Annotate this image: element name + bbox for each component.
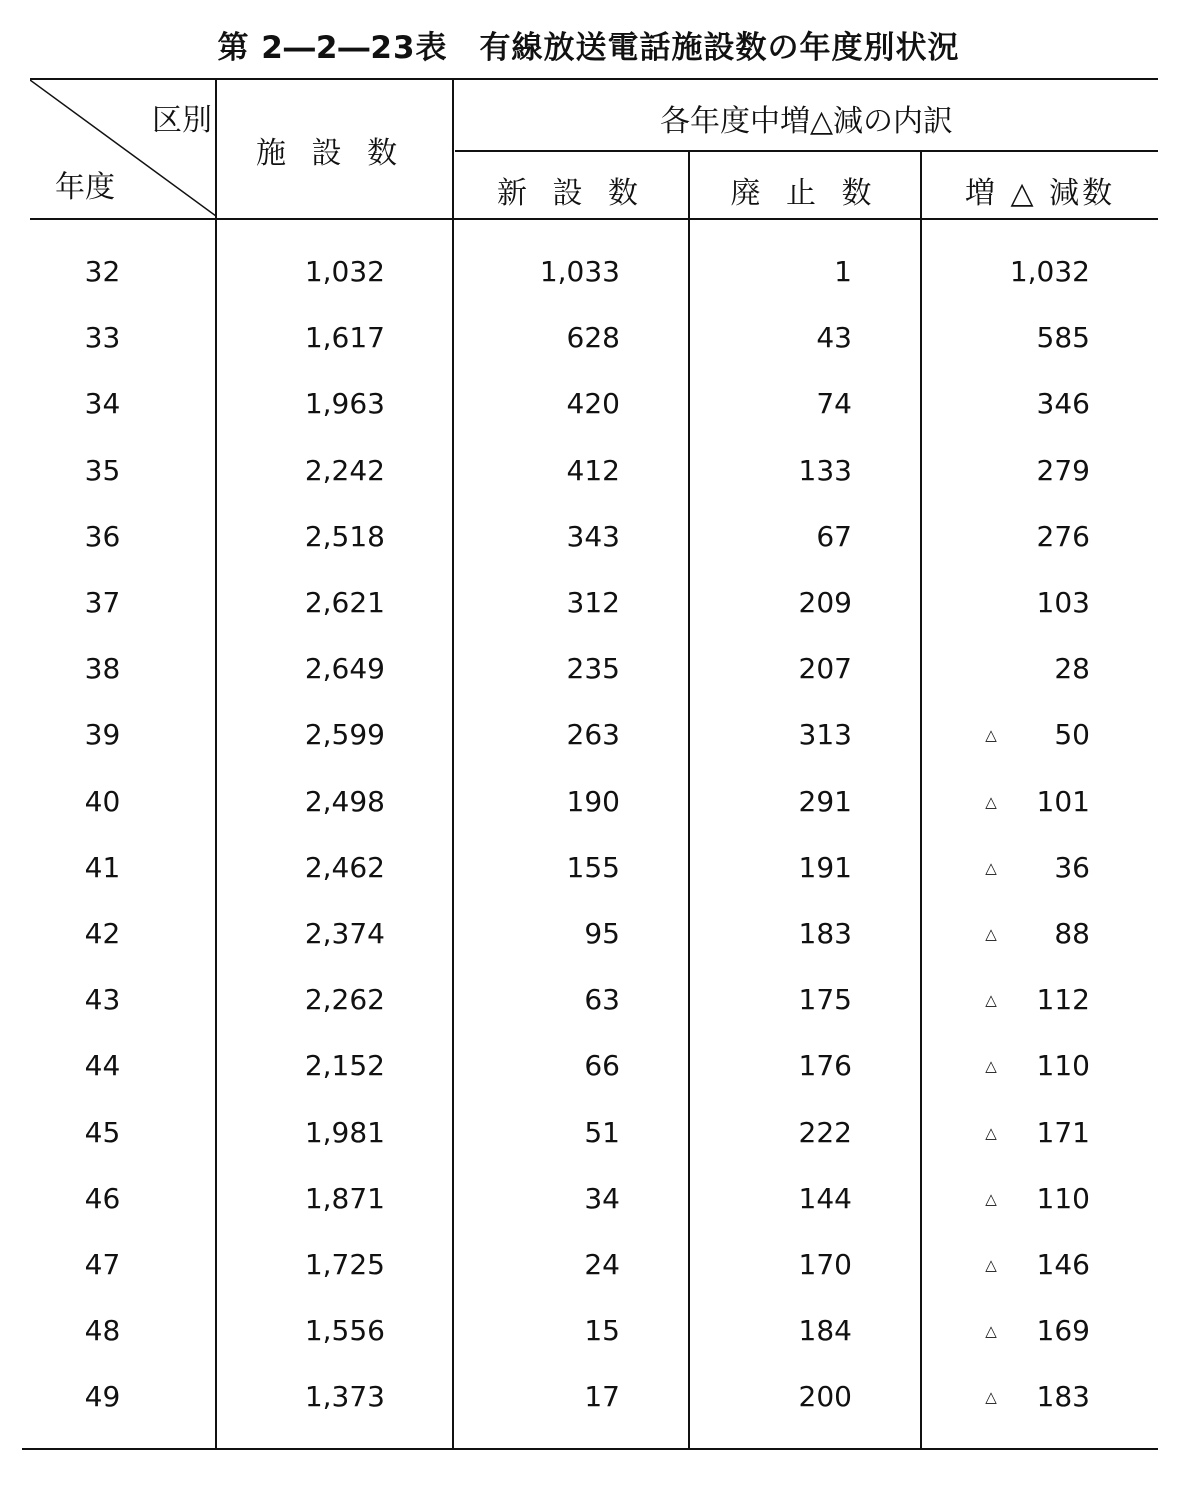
row-total: 1,725 xyxy=(304,1248,385,1281)
row-change: 103 xyxy=(1036,586,1090,619)
col-divider-1 xyxy=(215,80,217,1448)
row-abolished: 183 xyxy=(798,917,852,950)
row-new: 190 xyxy=(566,785,620,818)
row-decrease-mark: △ xyxy=(985,1388,997,1406)
row-abolished: 313 xyxy=(798,718,852,751)
row-year: 34 xyxy=(84,387,121,420)
row-new: 155 xyxy=(566,851,620,884)
row-year: 48 xyxy=(84,1314,121,1347)
row-decrease-mark xyxy=(976,384,1006,424)
row-change: 110 xyxy=(1036,1182,1090,1215)
row-abolished: 191 xyxy=(798,851,852,884)
row-decrease-mark: △ xyxy=(985,991,997,1009)
row-year: 43 xyxy=(84,983,121,1016)
row-new: 412 xyxy=(566,454,620,487)
row-abolished: 209 xyxy=(798,586,852,619)
row-change: 585 xyxy=(1036,321,1090,354)
group-rule xyxy=(455,150,1158,152)
row-abolished: 1 xyxy=(834,255,852,288)
row-year: 41 xyxy=(84,851,121,884)
row-decrease-mark: △ xyxy=(985,1322,997,1340)
row-total: 2,518 xyxy=(304,520,385,553)
row-new: 34 xyxy=(584,1182,620,1215)
row-change: 279 xyxy=(1036,454,1090,487)
row-year: 39 xyxy=(84,718,121,751)
header-shinsetsu: 新 設 数 xyxy=(496,176,647,211)
row-new: 1,033 xyxy=(539,255,620,288)
row-total: 1,556 xyxy=(304,1314,385,1347)
row-change: 28 xyxy=(1054,652,1090,685)
row-decrease-mark xyxy=(976,517,1006,557)
row-decrease-mark: △ xyxy=(985,859,997,877)
row-year: 33 xyxy=(84,321,121,354)
row-new: 95 xyxy=(584,917,620,950)
header-zogen: 増 △ 減数 xyxy=(964,176,1116,211)
row-year: 37 xyxy=(84,586,121,619)
row-change: 36 xyxy=(1054,851,1090,884)
row-abolished: 200 xyxy=(798,1380,852,1413)
row-abolished: 176 xyxy=(798,1049,852,1082)
row-decrease-mark xyxy=(976,649,1006,689)
row-decrease-mark: △ xyxy=(985,1256,997,1274)
row-new: 66 xyxy=(584,1049,620,1082)
row-total: 2,242 xyxy=(304,454,385,487)
table-title: 第 2―2―23表 有線放送電話施設数の年度別状況 xyxy=(217,30,960,66)
row-total: 2,262 xyxy=(304,983,385,1016)
header-bottom-rule xyxy=(30,218,1158,220)
row-decrease-mark xyxy=(976,252,1006,292)
row-change: 276 xyxy=(1036,520,1090,553)
row-total: 2,649 xyxy=(304,652,385,685)
header-shisetsu: 施 設 数 xyxy=(256,136,406,171)
row-total: 2,621 xyxy=(304,586,385,619)
row-abolished: 291 xyxy=(798,785,852,818)
header-group: 各年度中増△減の内訳 xyxy=(659,104,954,139)
row-decrease-mark: △ xyxy=(985,793,997,811)
row-new: 51 xyxy=(584,1116,620,1149)
row-abolished: 175 xyxy=(798,983,852,1016)
row-total: 1,963 xyxy=(304,387,385,420)
row-change: 1,032 xyxy=(1009,255,1090,288)
row-abolished: 67 xyxy=(816,520,852,553)
row-new: 17 xyxy=(584,1380,620,1413)
row-decrease-mark: △ xyxy=(985,1124,997,1142)
row-total: 1,871 xyxy=(304,1182,385,1215)
row-abolished: 144 xyxy=(798,1182,852,1215)
row-change: 183 xyxy=(1036,1380,1090,1413)
row-abolished: 74 xyxy=(816,387,852,420)
row-decrease-mark xyxy=(976,583,1006,623)
row-decrease-mark: △ xyxy=(985,1057,997,1075)
row-new: 263 xyxy=(566,718,620,751)
row-year: 35 xyxy=(84,454,121,487)
row-change: 146 xyxy=(1036,1248,1090,1281)
row-total: 1,981 xyxy=(304,1116,385,1149)
row-year: 47 xyxy=(84,1248,121,1281)
header-haishi: 廃 止 数 xyxy=(730,176,880,211)
row-abolished: 133 xyxy=(798,454,852,487)
row-change: 88 xyxy=(1054,917,1090,950)
row-new: 235 xyxy=(566,652,620,685)
row-total: 2,462 xyxy=(304,851,385,884)
row-total: 1,617 xyxy=(304,321,385,354)
row-year: 36 xyxy=(84,520,121,553)
row-year: 46 xyxy=(84,1182,121,1215)
row-change: 101 xyxy=(1036,785,1090,818)
col-divider-3 xyxy=(688,150,690,1448)
col-divider-2 xyxy=(452,80,454,1448)
row-change: 112 xyxy=(1036,983,1090,1016)
row-new: 343 xyxy=(566,520,620,553)
header-nendo: 年度 xyxy=(55,170,115,205)
row-abolished: 43 xyxy=(816,321,852,354)
row-abolished: 184 xyxy=(798,1314,852,1347)
header-kubun: 区別 xyxy=(152,103,212,138)
row-year: 44 xyxy=(84,1049,121,1082)
row-year: 38 xyxy=(84,652,121,685)
row-total: 2,374 xyxy=(304,917,385,950)
row-change: 110 xyxy=(1036,1049,1090,1082)
row-year: 49 xyxy=(84,1380,121,1413)
row-year: 45 xyxy=(84,1116,121,1149)
col-divider-4 xyxy=(920,150,922,1448)
row-abolished: 170 xyxy=(798,1248,852,1281)
row-new: 420 xyxy=(566,387,620,420)
row-decrease-mark: △ xyxy=(985,1190,997,1208)
row-change: 50 xyxy=(1054,718,1090,751)
row-total: 2,599 xyxy=(304,718,385,751)
row-abolished: 207 xyxy=(798,652,852,685)
row-total: 2,498 xyxy=(304,785,385,818)
row-decrease-mark: △ xyxy=(985,726,997,744)
row-total: 1,032 xyxy=(304,255,385,288)
row-change: 171 xyxy=(1036,1116,1090,1149)
row-new: 628 xyxy=(566,321,620,354)
row-total: 1,373 xyxy=(304,1380,385,1413)
row-decrease-mark: △ xyxy=(985,925,997,943)
row-new: 24 xyxy=(584,1248,620,1281)
row-year: 32 xyxy=(84,255,121,288)
row-new: 15 xyxy=(584,1314,620,1347)
row-new: 312 xyxy=(566,586,620,619)
row-total: 2,152 xyxy=(304,1049,385,1082)
row-decrease-mark xyxy=(976,451,1006,491)
row-decrease-mark xyxy=(976,318,1006,358)
bottom-rule xyxy=(22,1448,1158,1450)
row-new: 63 xyxy=(584,983,620,1016)
row-change: 346 xyxy=(1036,387,1090,420)
row-abolished: 222 xyxy=(798,1116,852,1149)
row-year: 40 xyxy=(84,785,121,818)
row-year: 42 xyxy=(84,917,121,950)
row-change: 169 xyxy=(1036,1314,1090,1347)
